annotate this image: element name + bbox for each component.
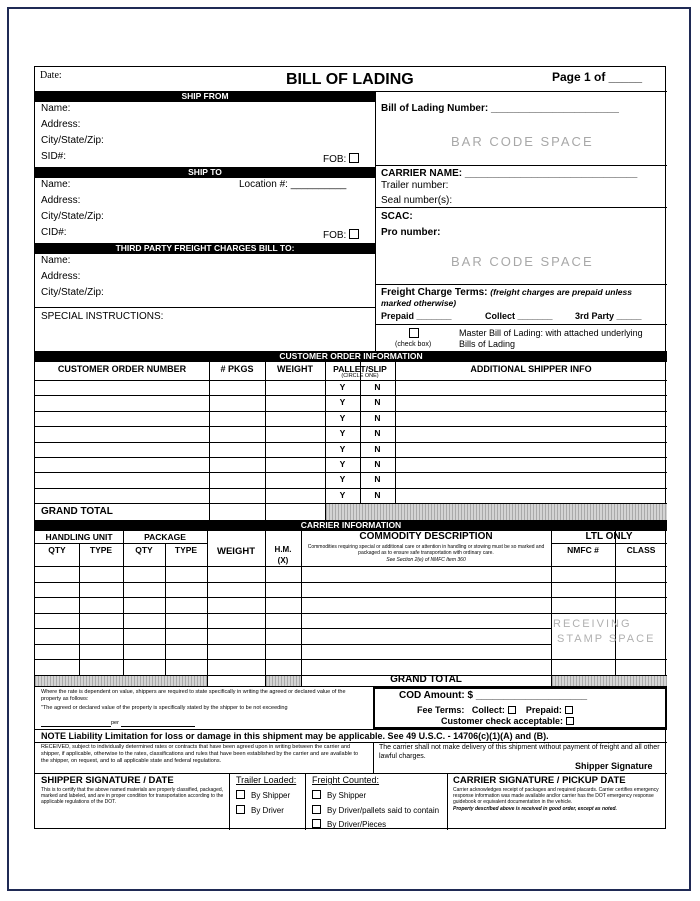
table-row bbox=[35, 457, 667, 458]
hu-type-label: TYPE bbox=[89, 545, 113, 555]
pallet-yes[interactable]: Y bbox=[339, 382, 346, 392]
hm-label: H.M. bbox=[274, 545, 292, 554]
stamp-space-label: STAMP SPACE bbox=[557, 633, 656, 645]
commodity-see: See Section 2(e) of NMFC Item 360 bbox=[386, 557, 466, 563]
table-row bbox=[35, 411, 667, 412]
master-bol-line1: Master Bill of Lading: with attached underlying bbox=[459, 328, 643, 338]
ship-from-city[interactable]: City/State/Zip: bbox=[41, 135, 104, 146]
pallet-no[interactable]: N bbox=[374, 428, 381, 439]
ship-from-fob[interactable]: FOB: bbox=[323, 153, 359, 165]
pallet-yes[interactable]: Y bbox=[339, 459, 346, 469]
checkbox-icon[interactable] bbox=[349, 153, 359, 163]
column-divider bbox=[395, 362, 396, 503]
pallet-yes[interactable]: Y bbox=[339, 489, 346, 500]
weight-label: WEIGHT bbox=[217, 546, 255, 557]
pkg-type-label: TYPE bbox=[174, 545, 198, 555]
cod-amount[interactable]: COD Amount: $ ____________________ bbox=[399, 690, 588, 701]
pallet-no[interactable]: N bbox=[374, 489, 381, 500]
divider bbox=[375, 91, 376, 355]
table-row bbox=[35, 395, 667, 396]
master-bol-checkbox[interactable] bbox=[409, 328, 419, 338]
checkbox-icon[interactable] bbox=[236, 805, 245, 814]
checkbox-icon[interactable] bbox=[312, 790, 321, 799]
column-divider bbox=[301, 531, 302, 686]
row-divider bbox=[35, 543, 207, 544]
pallet-yes[interactable]: Y bbox=[339, 443, 346, 454]
ship-from-address[interactable]: Address: bbox=[41, 119, 81, 130]
received-text: RECEIVED, subject to individually determined rates or contracts that have been agreed upon in writing between the carrier and shipper, if applicable, otherwise to the rates, classifications and rules that have been established by the carrier and are available to the shipper, on request, and to all applicable state and federal regulations. bbox=[41, 744, 359, 764]
freight-counted-title: Freight Counted: bbox=[312, 775, 380, 785]
handling-unit-label: HANDLING UNIT bbox=[45, 532, 113, 542]
column-divider bbox=[265, 362, 266, 503]
date-label: Date: bbox=[40, 70, 62, 81]
freight-terms-note2: marked otherwise) bbox=[381, 298, 457, 308]
column-divider bbox=[79, 543, 80, 686]
pallet-no[interactable]: N bbox=[374, 443, 381, 454]
rate-per: per bbox=[111, 720, 119, 726]
hm-x-label: (X) bbox=[277, 556, 289, 565]
ship-to-name[interactable]: Name: bbox=[41, 179, 71, 190]
checkbox-icon[interactable] bbox=[349, 229, 359, 239]
pallet-yes[interactable]: Y bbox=[339, 412, 346, 423]
checkbox-icon[interactable] bbox=[236, 790, 245, 799]
freight-counted-pieces[interactable]: By Driver/Pieces bbox=[312, 819, 386, 829]
ship-from-name[interactable]: Name: bbox=[41, 103, 71, 114]
master-bol-line2: Bills of Lading bbox=[459, 339, 516, 349]
col-weight: WEIGHT bbox=[277, 364, 313, 374]
column-divider bbox=[209, 362, 210, 503]
ship-from-header: SHIP FROM bbox=[35, 91, 375, 102]
commodity-title: COMMODITY DESCRIPTION bbox=[359, 531, 493, 542]
trailer-loaded-shipper[interactable]: By Shipper bbox=[236, 790, 290, 800]
table-row bbox=[35, 582, 667, 583]
table-row bbox=[35, 628, 551, 629]
ship-to-address[interactable]: Address: bbox=[41, 195, 81, 206]
table-row bbox=[35, 597, 667, 598]
pallet-no[interactable]: N bbox=[374, 459, 381, 469]
bol-number[interactable]: Bill of Lading Number: _______________________ bbox=[381, 103, 619, 114]
freight-terms-note: (freight charges are prepaid unless bbox=[490, 287, 632, 297]
third-party-header: THIRD PARTY FREIGHT CHARGES BILL TO: bbox=[35, 243, 375, 254]
carrier-grand-total: GRAND TOTAL bbox=[390, 674, 462, 685]
shipper-signature[interactable]: Shipper Signature bbox=[575, 761, 653, 771]
seal-numbers[interactable]: Seal number(s): bbox=[381, 195, 453, 206]
barcode-space-2: BAR CODE SPACE bbox=[451, 254, 594, 269]
rate-text-2: "The agreed or declared value of the property is specifically stated by the shipper to be not exceeding bbox=[41, 705, 288, 711]
freight-terms-title: Freight Charge Terms: bbox=[381, 287, 488, 298]
trailer-loaded-title: Trailer Loaded: bbox=[236, 775, 297, 785]
nmfc-label: NMFC # bbox=[567, 545, 599, 555]
col-pkgs: # PKGS bbox=[220, 364, 254, 374]
pro-number[interactable]: Pro number: bbox=[381, 227, 441, 238]
check-box-label: (check box) bbox=[395, 341, 432, 348]
freight-counted-pallets[interactable]: By Driver/pallets said to contain bbox=[312, 805, 439, 815]
special-instructions[interactable]: SPECIAL INSTRUCTIONS: bbox=[41, 311, 164, 322]
third-party-name[interactable]: Name: bbox=[41, 255, 71, 266]
checkbox-icon[interactable] bbox=[312, 819, 321, 828]
ship-to-city[interactable]: City/State/Zip: bbox=[41, 211, 104, 222]
table-row bbox=[35, 488, 667, 489]
pallet-no[interactable]: N bbox=[374, 474, 381, 485]
commodity-note: Commodities requiring special or additional care or attention in handling or stowing must be so marked and packaged as to ensure safe transportation with ordinary care. bbox=[307, 544, 545, 556]
grand-total-shading bbox=[35, 676, 207, 687]
shipper-sig-date[interactable]: SHIPPER SIGNATURE / DATE bbox=[41, 775, 174, 786]
row-divider bbox=[551, 543, 667, 544]
page-title: BILL OF LADING bbox=[286, 71, 414, 88]
col-additional-info: ADDITIONAL SHIPPER INFO bbox=[470, 364, 592, 374]
table-row bbox=[35, 472, 667, 473]
pallet-no[interactable]: N bbox=[374, 412, 381, 423]
trailer-loaded-driver[interactable]: By Driver bbox=[236, 805, 284, 815]
table-row bbox=[35, 644, 551, 645]
column-divider bbox=[265, 503, 266, 520]
column-divider bbox=[209, 503, 210, 520]
package-label: PACKAGE bbox=[144, 532, 186, 542]
customer-order-header: CUSTOMER ORDER INFORMATION bbox=[35, 351, 667, 362]
trailer-number[interactable]: Trailer number: bbox=[381, 180, 449, 191]
ltl-only-label: LTL ONLY bbox=[585, 531, 633, 542]
no-delivery-text: The carrier shall not make delivery of this shipment without payment of freight and all other lawful charges. bbox=[379, 744, 660, 760]
class-label: CLASS bbox=[626, 545, 656, 555]
ship-to-location[interactable]: Location #: __________ bbox=[239, 179, 347, 190]
rate-text: Where the rate is dependent on value, shippers are required to state specifically in writing the agreed or declared value of the property as follows: bbox=[41, 689, 346, 702]
scac[interactable]: SCAC: bbox=[381, 211, 413, 222]
fee-terms: Fee Terms: Collect: Prepaid: bbox=[417, 705, 573, 715]
table-row bbox=[35, 659, 667, 660]
pallet-yes[interactable]: Y bbox=[339, 474, 346, 485]
customer-check-checkbox[interactable] bbox=[566, 717, 574, 725]
liability-note: NOTE Liability Limitation for loss or damage in this shipment may be applicable. See 49 U.S.C. - 14706(c)(1)(A) and (B). bbox=[41, 731, 549, 741]
receiving-label: RECEIVING bbox=[553, 618, 632, 630]
customer-check: Customer check acceptable: bbox=[441, 716, 574, 726]
ship-to-header: SHIP TO bbox=[35, 167, 375, 178]
freight-counted-shipper[interactable]: By Shipper bbox=[312, 790, 366, 800]
bill-of-lading-form bbox=[34, 66, 666, 829]
grand-total-shading bbox=[552, 676, 667, 687]
prepaid-field[interactable]: Prepaid _______ bbox=[381, 311, 452, 321]
col-customer-order-number: CUSTOMER ORDER NUMBER bbox=[57, 364, 187, 374]
circle-one-label: (CIRCLE ONE) bbox=[341, 373, 379, 379]
pkg-qty-label: QTY bbox=[135, 545, 153, 555]
pallet-no[interactable]: N bbox=[374, 397, 381, 408]
ship-from-sid[interactable]: SID#: bbox=[41, 151, 67, 162]
table-row bbox=[35, 426, 667, 427]
carrier-sig-date[interactable]: CARRIER SIGNATURE / PICKUP DATE bbox=[453, 775, 626, 786]
col-pallet-slip: PALLET/SLIP bbox=[333, 364, 387, 374]
collect-field[interactable]: Collect _______ bbox=[485, 311, 553, 321]
collect-checkbox[interactable] bbox=[508, 706, 516, 714]
table-row bbox=[35, 442, 667, 443]
barcode-space-1: BAR CODE SPACE bbox=[451, 134, 594, 149]
carrier-info-header: CARRIER INFORMATION bbox=[35, 520, 667, 531]
carrier-cert-2: Property described above is received in good order, except as noted. bbox=[453, 806, 617, 812]
third-party-address[interactable]: Address: bbox=[41, 271, 81, 282]
grand-total-shading bbox=[326, 504, 667, 520]
third-party-city[interactable]: City/State/Zip: bbox=[41, 287, 104, 298]
ship-to-fob[interactable]: FOB: bbox=[323, 229, 359, 241]
table-row bbox=[35, 613, 667, 614]
row-divider bbox=[35, 380, 667, 381]
page-count: Page 1 of _____ bbox=[552, 70, 643, 84]
pallet-yes[interactable]: Y bbox=[339, 397, 346, 408]
grand-total-shading bbox=[266, 676, 301, 687]
pallet-no[interactable]: N bbox=[374, 382, 381, 392]
grand-total-label: GRAND TOTAL bbox=[41, 506, 113, 517]
carrier-name[interactable]: CARRIER NAME: _______________________________ bbox=[381, 168, 638, 179]
checkbox-icon[interactable] bbox=[312, 805, 321, 814]
pallet-yes[interactable]: Y bbox=[339, 428, 346, 439]
shipper-cert: This is to certify that the above named materials are properly classified, packaged, marked and labeled, and are in proper condition for transportation according to the applicable regulations of the DOT. bbox=[41, 787, 224, 805]
ship-to-cid[interactable]: CID#: bbox=[41, 227, 67, 238]
row-divider bbox=[35, 566, 667, 567]
prepaid-checkbox[interactable] bbox=[565, 706, 573, 714]
carrier-cert: Carrier acknowledges receipt of packages and required placards. Carrier certifies emergency response information was made available and/or carrier has the DOT emergency response guidebook or equivalent documentation in the vehicle. bbox=[453, 787, 659, 805]
column-divider bbox=[165, 543, 166, 686]
hu-qty-label: QTY bbox=[48, 545, 66, 555]
column-divider bbox=[265, 531, 266, 686]
third-party-field[interactable]: 3rd Party _____ bbox=[575, 311, 642, 321]
